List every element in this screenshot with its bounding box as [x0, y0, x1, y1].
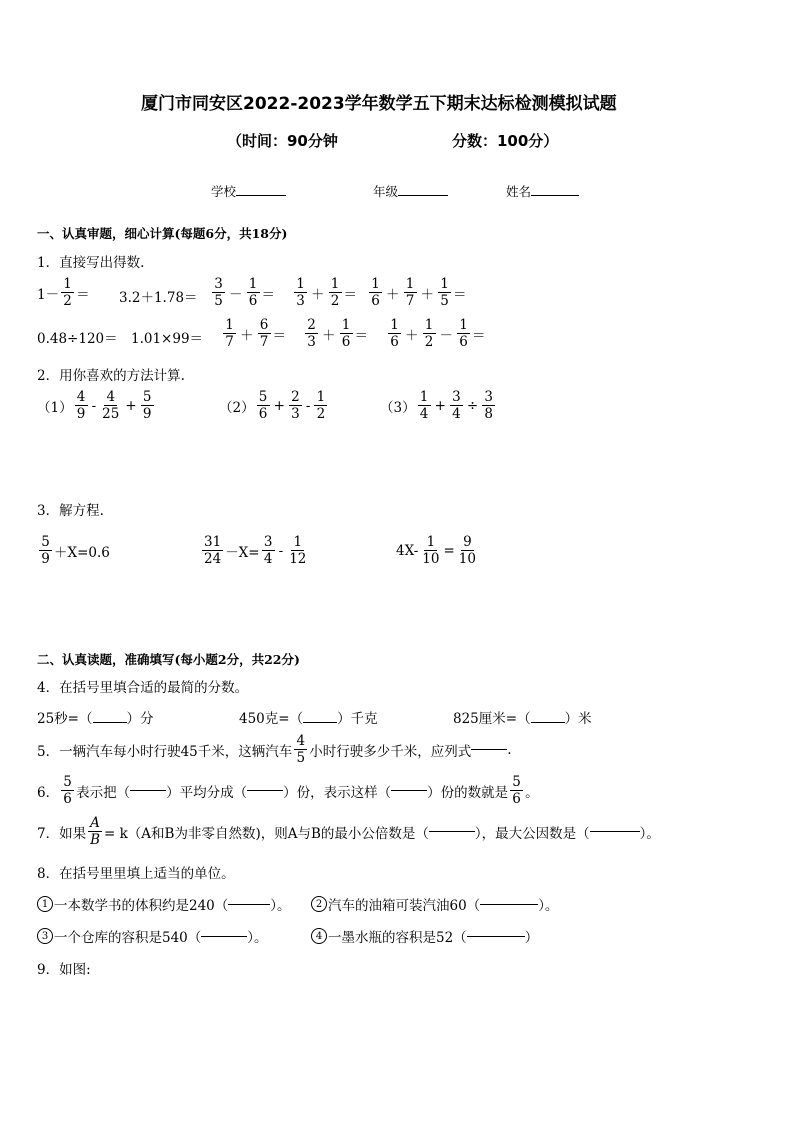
q4-blank-b[interactable] [303, 722, 337, 723]
q1-r1-a: 1－ $\frac{1}{2}$ ＝ [37, 276, 90, 310]
q6-blank-1[interactable] [130, 790, 166, 791]
name-blank[interactable] [531, 195, 579, 196]
q4-blank-a[interactable] [93, 722, 127, 723]
number-1-circle: 1 [37, 896, 53, 912]
grade-blank[interactable] [398, 195, 448, 196]
q2-problem-3: （3） $\frac{1}{4}$ + $\frac{3}{4}$ ÷ $\frac{3}{8}$ [380, 390, 497, 421]
q1-r2-e: $\frac{1}{6}$ ＋ $\frac{1}{2}$ － $\frac{1}{6}$ ＝ [386, 318, 486, 349]
number-2-circle: 2 [311, 896, 327, 912]
question-6: 6． $\frac{5}{6}$ 表示把（ ）平均分成（ ）份，表示这样（ ）份的数就是 $\frac{5}{6}$ 。 [37, 774, 539, 808]
exam-score: 分数：100分） [452, 132, 559, 150]
q1-r1-c: $\frac{3}{5}$ － $\frac{1}{6}$ ＝ [210, 277, 275, 308]
q8-blank-3[interactable] [201, 936, 247, 937]
name-field[interactable] [506, 182, 579, 200]
section-2-heading: 二、认真读题，准确填写(每小题2分，共22分) [37, 652, 300, 667]
q2-problem-2: （2） $\frac{5}{6}$ + $\frac{2}{3}$ - $\frac{1}{2}$ [219, 390, 329, 421]
question-7: 7．如果 $\frac{A}{B}$ = k（A和B为非零自然数)，则A与B的最小公倍数是（ ），最大公因数是（ ）。 [37, 815, 660, 849]
q3-equation-2: $\frac{31}{24}$ －X= $\frac{3}{4}$ - $\frac{1}{12}$ [204, 534, 307, 568]
question-1-label: 1．直接写出得数. [37, 255, 145, 271]
q3-equation-3: 4X- $\frac{1}{10}$ = $\frac{9}{10}$ [396, 534, 476, 568]
question-9-label: 9．如图: [37, 962, 91, 978]
school-field[interactable] [211, 182, 286, 200]
question-5: 5．一辆汽车每小时行驶45千米，这辆汽车 $\frac{4}{5}$ 小时行驶多少千米，应列式 . [37, 733, 512, 767]
name-label: 姓名 [506, 184, 532, 199]
q4-blank-c[interactable] [531, 722, 565, 723]
q8-blank-4[interactable] [467, 936, 525, 937]
question-8-label: 8．在括号里里填上适当的单位。 [37, 866, 235, 882]
q6-blank-3[interactable] [391, 790, 427, 791]
q8-item-4: 4 一墨水瓶的容积是52（ ） [311, 926, 538, 946]
q7-blank-lcm[interactable] [429, 831, 475, 832]
q4-item-a: 25秒=（ ）分 [37, 711, 154, 727]
q1-r2-a: 0.48÷120＝ [37, 331, 118, 347]
question-4-label: 4．在括号里填合适的最简的分数。 [37, 680, 249, 696]
q5-blank[interactable] [471, 749, 507, 750]
number-4-circle: 4 [311, 928, 327, 944]
school-label: 学校 [211, 184, 237, 199]
page-title: 厦门市同安区2022-2023学年数学五下期末达标检测模拟试题 [141, 94, 617, 114]
q4-item-b: 450克=（ ）千克 [239, 711, 378, 727]
q8-item-1: 1 一本数学书的体积约是240（ ）。 [37, 894, 291, 914]
section-1-heading: 一、认真审题，细心计算(每题6分，共18分) [37, 226, 288, 241]
q2-problem-1: （1） $\frac{4}{9}$ - $\frac{4}{25}$ + $\frac{5}{9}$ [37, 390, 156, 421]
q4-item-c: 825厘米=（ ）米 [453, 711, 592, 727]
q8-item-2: 2 汽车的油箱可装汽油60（ ）。 [311, 894, 558, 914]
q8-blank-2[interactable] [480, 904, 538, 905]
q1-r2-d: $\frac{2}{3}$ ＋ $\frac{1}{6}$ ＝ [303, 318, 368, 349]
q1-r1-e: $\frac{1}{6}$ ＋ $\frac{1}{7}$ ＋ $\frac{1}{5}$ ＝ [367, 277, 467, 308]
school-blank[interactable] [236, 195, 286, 196]
q1-r2-c: $\frac{1}{7}$ ＋ $\frac{6}{7}$ ＝ [221, 318, 286, 349]
grade-label: 年级 [373, 184, 399, 199]
question-2-label: 2．用你喜欢的方法计算. [37, 368, 185, 384]
q3-equation-1: $\frac{5}{9}$ ＋X=0.6 [37, 535, 110, 566]
exam-time: （时间：90分钟 [227, 132, 338, 150]
q1-r1-d: $\frac{1}{3}$ ＋ $\frac{1}{2}$ ＝ [292, 277, 357, 308]
q8-item-3: 3 一个仓库的容积是540（ ）。 [37, 926, 268, 946]
q7-blank-gcd[interactable] [590, 831, 640, 832]
question-3-label: 3．解方程. [37, 503, 104, 519]
q6-blank-2[interactable] [247, 790, 283, 791]
grade-field[interactable] [373, 182, 448, 200]
q1-r1-b: 3.2＋1.78＝ [119, 290, 198, 306]
q1-r2-b: 1.01×99＝ [131, 331, 204, 347]
number-3-circle: 3 [37, 928, 53, 944]
q8-blank-1[interactable] [228, 904, 270, 905]
